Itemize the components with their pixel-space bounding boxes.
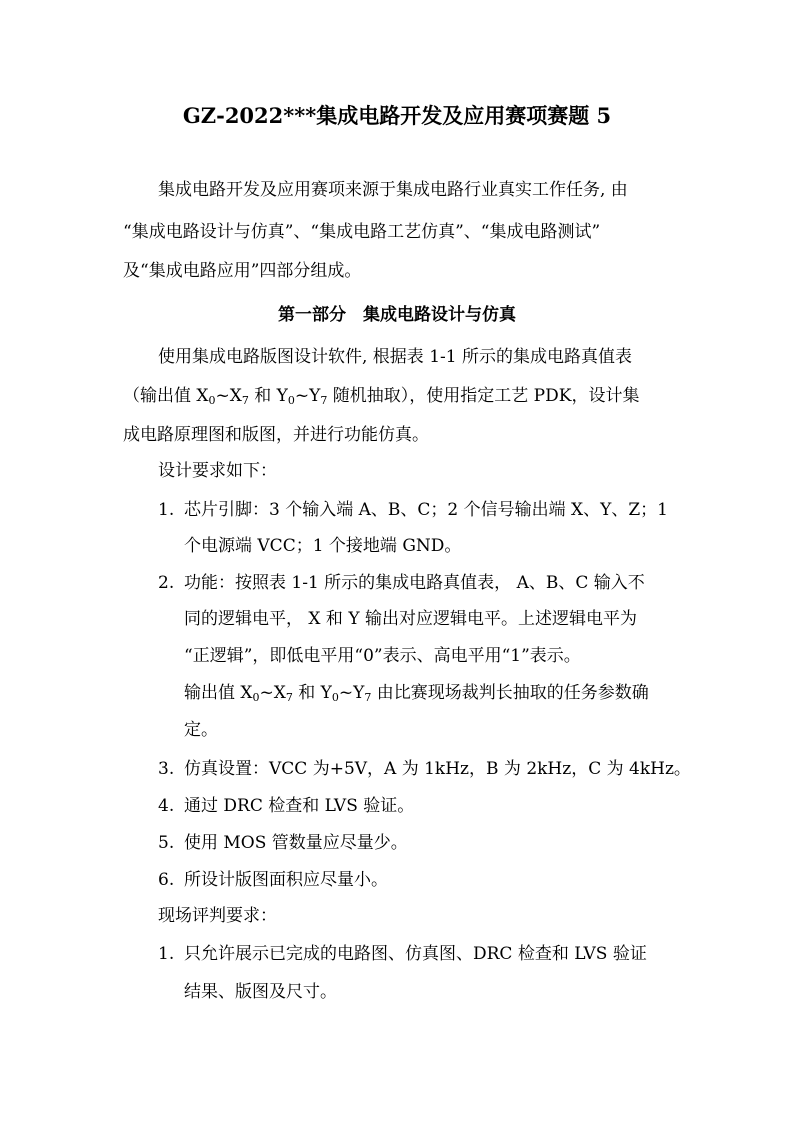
list-item-number: 1. bbox=[158, 944, 175, 964]
intro-line-3: 及“集成电路应用”四部分组成。 bbox=[123, 261, 362, 281]
list-item-text: 使用 MOS 管数量应尽量少。 bbox=[184, 833, 408, 853]
list-item-number: 1. bbox=[158, 500, 175, 520]
onsite-requirements-label: 现场评判要求： bbox=[158, 906, 277, 926]
design-requirements-label: 设计要求如下： bbox=[158, 461, 277, 481]
list-item-text: 个电源端 VCC；1 个接地端 GND。 bbox=[184, 536, 462, 556]
list-item-text: 结果、版图及尺寸。 bbox=[184, 982, 337, 1002]
list-item-number: 6. bbox=[158, 870, 175, 890]
paragraph-1-line-1: 使用集成电路版图设计软件, 根据表 1-1 所示的集成电路真值表 bbox=[158, 347, 632, 367]
intro-line-2: “集成电路设计与仿真”、“集成电路工艺仿真”、“集成电路测试” bbox=[123, 222, 601, 242]
list-item-number: 5. bbox=[158, 833, 175, 853]
list-item-number: 3. bbox=[158, 759, 175, 779]
paragraph-1-line-2: （输出值 $X_0\sim X_7$ 和 $Y_0\sim Y_7$ 随机抽取），使用指定工艺 PDK，设计集 bbox=[123, 386, 640, 407]
list-item-text: 芯片引脚：3 个输入端 A、B、C；2 个信号输出端 X、Y、Z；1 bbox=[184, 500, 668, 520]
list-item-text: 输出值 $X_0\sim X_7$ 和 $Y_0\sim Y_7$ 由比赛现场裁判长抽取的任务参数确 bbox=[184, 683, 649, 704]
list-item-text: 通过 DRC 检查和 LVS 验证。 bbox=[184, 796, 415, 816]
paragraph-1-line-3: 成电路原理图和版图，并进行功能仿真。 bbox=[123, 425, 429, 445]
list-item-text: 功能：按照表 1-1 所示的集成电路真值表， A、B、C 输入不 bbox=[184, 573, 645, 593]
list-item-text: 同的逻辑电平， X 和 Y 输出对应逻辑电平。上述逻辑电平为 bbox=[184, 609, 637, 629]
list-item-text: 仿真设置：VCC 为+5V，A 为 1kHz，B 为 2kHz，C 为 4kHz。 bbox=[184, 759, 691, 779]
list-item-text: “正逻辑”，即低电平用“0”表示、高电平用“1”表示。 bbox=[184, 646, 581, 666]
list-item-text: 所设计版图面积应尽量小。 bbox=[184, 870, 388, 890]
document-title: GZ-2022***集成电路开发及应用赛项赛题 5 bbox=[182, 103, 612, 128]
section-heading: 第一部分 集成电路设计与仿真 bbox=[278, 305, 516, 325]
list-item-number: 2. bbox=[158, 573, 175, 593]
list-item-text: 定。 bbox=[184, 720, 218, 740]
intro-line-1: 集成电路开发及应用赛项来源于集成电路行业真实工作任务, 由 bbox=[158, 180, 628, 200]
list-item-text: 只允许展示已完成的电路图、仿真图、DRC 检查和 LVS 验证 bbox=[184, 944, 647, 964]
list-item-number: 4. bbox=[158, 796, 175, 816]
